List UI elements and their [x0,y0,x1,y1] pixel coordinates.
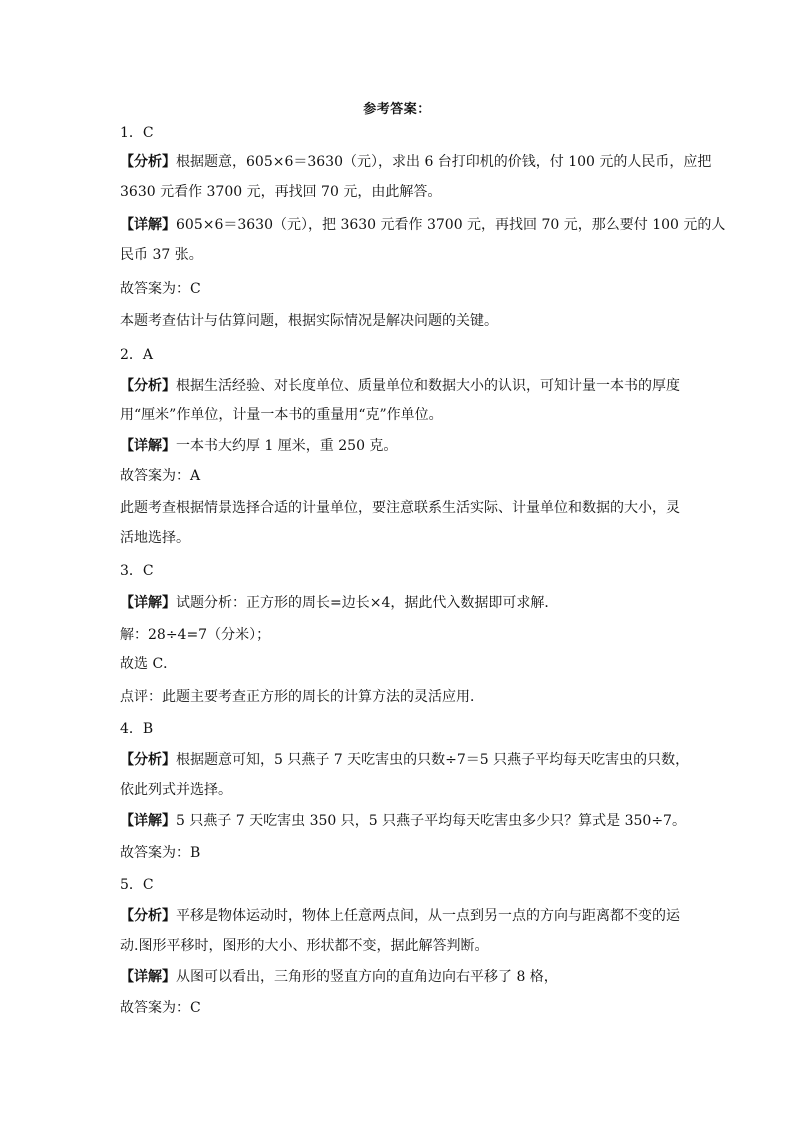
line-text: 根据题意可知，5 只燕子 7 天吃害虫的只数÷7＝5 只燕子平均每天吃害虫的只数， [176,752,690,768]
text-line [120,123,154,143]
line-text: 605×6＝3630（元），把 3630 元看作 3700 元，再找回 70 元，那么要付 100 元的人 [176,217,726,233]
section-tag: 【详解】 [120,217,176,233]
text-line [120,719,153,739]
text-line [120,843,200,863]
text-line [120,967,558,987]
line-text: 动.图形平移时，图形的大小、形状都不变，据此解答判断。 [120,938,489,954]
section-tag: 【详解】 [120,438,176,454]
line-text: 故答案为：C [120,1000,201,1016]
text-line [120,215,725,235]
line-text: 3．C [120,563,154,579]
text-line [120,345,153,365]
line-text: 4．B [120,721,154,737]
text-line [120,780,232,800]
line-text: 5 只燕子 7 天吃害虫 350 只，5 只燕子平均每天吃害虫多少只？算式是 350÷7。 [176,813,686,829]
line-text: 试题分析：正方形的周长=边长×4，据此代入数据即可求解． [176,595,559,611]
line-text: 用“厘米”作单位，计量一本书的重量用“克”作单位。 [120,407,443,423]
section-tag: 【分析】 [120,154,176,170]
section-tag: 【分析】 [120,752,176,768]
line-text: 5．C [120,877,154,893]
text-line [120,811,686,831]
line-text: 故答案为：C [120,281,201,297]
section-tag: 【分析】 [120,908,176,924]
line-text: 平移是物体运动时，物体上任意两点间，从一点到另一点的方向与距离都不变的运 [176,908,680,924]
section-tag: 【详解】 [120,595,176,611]
section-tag: 【详解】 [120,969,176,985]
line-text: 点评：此题主要考查正方形的周长的计算方法的灵活应用． [120,689,484,705]
line-text: 故答案为：B [120,845,201,861]
line-text: 根据生活经验、对长度单位、质量单位和数据大小的认识，可知计量一本书的厚度 [176,378,680,394]
line-text: 从图可以看出，三角形的竖直方向的直角边向右平移了 8 格， [176,969,558,985]
text-line [120,182,441,202]
text-line [120,593,558,613]
text-line [120,279,201,299]
section-tag: 【详解】 [120,813,176,829]
line-text: 1．C [120,125,154,141]
text-line [120,245,203,265]
text-line [120,498,680,518]
text-line [120,152,711,172]
text-line [120,687,484,707]
line-text: 活地选择。 [120,530,190,546]
text-line [120,998,201,1018]
text-line [120,376,680,396]
text-line [120,436,397,456]
text-line [120,561,154,581]
line-text: 依此列式并选择。 [120,782,232,798]
section-tag: 【分析】 [120,378,176,394]
line-text: 此题考查根据情景选择合适的计量单位，要注意联系生活实际、计量单位和数据的大小，灵 [120,500,680,516]
text-line [120,654,177,674]
line-text: 2．A [120,347,154,363]
text-line [120,528,190,548]
line-text: 3630 元看作 3700 元，再找回 70 元，由此解答。 [120,184,442,200]
line-text: 解：28÷4=7（分米）； [120,627,271,643]
line-text: 一本书大约厚 1 厘米，重 250 克。 [176,438,398,454]
text-line [120,936,488,956]
page-title: 参考答案： [363,102,431,117]
line-text: 故选 C． [120,656,178,672]
text-line [120,625,270,645]
line-text: 故答案为：A [120,468,201,484]
line-text: 根据题意，605×6＝3630（元），求出 6 台打印机的价钱，付 100 元的人民币，应把 [176,154,712,170]
line-text: 本题考查估计与估算问题，根据实际情况是解决问题的关键。 [120,313,498,329]
text-line [120,750,689,770]
text-line [120,405,443,425]
line-text: 民币 37 张。 [120,247,203,263]
text-line [120,311,498,331]
text-line [120,875,154,895]
text-line [120,466,200,486]
text-line [120,906,680,926]
